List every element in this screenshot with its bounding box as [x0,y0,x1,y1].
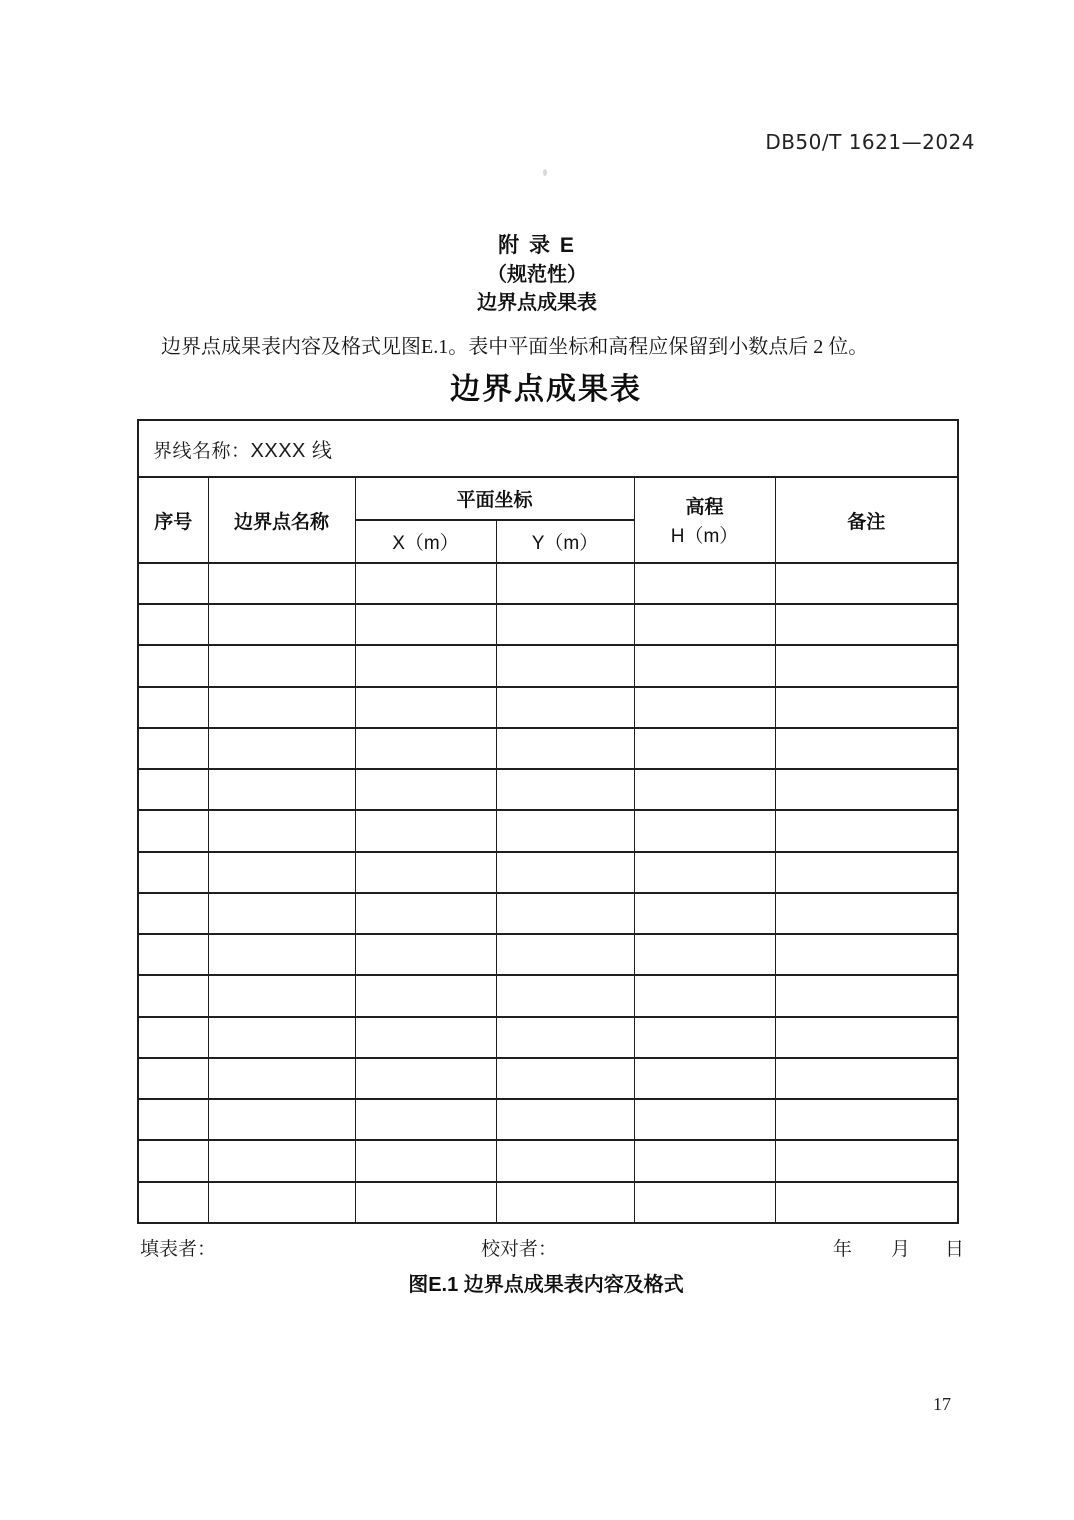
empty-cell [496,1058,634,1099]
empty-cell [496,604,634,645]
empty-cell [138,1140,208,1181]
empty-cell [634,852,775,893]
empty-cell [138,1017,208,1058]
empty-cell [634,1017,775,1058]
empty-cell [355,645,496,686]
empty-cell [138,1058,208,1099]
empty-cell [208,852,355,893]
scan-artifact-dot [543,169,547,176]
empty-cell [208,893,355,934]
table-row [138,604,958,645]
col-header-point-name: 边界点名称 [208,477,355,563]
table-row [138,975,958,1016]
intro-paragraph: 边界点成果表内容及格式见图E.1。表中平面坐标和高程应保留到小数点后 2 位。 [161,336,869,358]
empty-cell [775,893,958,934]
col-header-seq: 序号 [138,477,208,563]
empty-cell [208,934,355,975]
month-label: 月 [891,1239,911,1260]
empty-cell [775,645,958,686]
empty-cell [775,563,958,604]
table-row [138,645,958,686]
appendix-subtitle: （规范性） [487,264,587,286]
empty-cell [775,604,958,645]
empty-cell [634,934,775,975]
table-row-line-name [138,420,958,477]
empty-cell [496,1140,634,1181]
empty-cell [208,1182,355,1223]
appendix-title: 附 录 E [498,234,576,257]
empty-cell [208,687,355,728]
empty-cell [208,645,355,686]
empty-cell [634,645,775,686]
empty-cell [496,563,634,604]
table-row [138,1099,958,1140]
empty-cell [138,852,208,893]
empty-cell [355,934,496,975]
empty-cell [355,810,496,851]
empty-cell [496,1182,634,1223]
empty-cell [496,934,634,975]
col-header-remark: 备注 [775,477,958,563]
empty-cell [634,1099,775,1140]
empty-cell [775,810,958,851]
empty-cell [138,975,208,1016]
empty-cell [496,975,634,1016]
empty-cell [634,769,775,810]
empty-cell [775,1017,958,1058]
empty-cell [355,1058,496,1099]
table-row [138,934,958,975]
empty-cell [355,1182,496,1223]
elevation-label: 高程 [685,497,724,519]
empty-cell [355,852,496,893]
empty-cell [634,1140,775,1181]
table-row [138,1058,958,1099]
empty-cell [496,893,634,934]
boundary-point-table [137,419,959,1224]
empty-cell [775,1058,958,1099]
table-row [138,852,958,893]
empty-cell [634,563,775,604]
table-row [138,1140,958,1181]
empty-cell [208,604,355,645]
table-body [138,563,958,1223]
empty-cell [496,1017,634,1058]
empty-cell [208,810,355,851]
empty-cell [138,810,208,851]
empty-cell [775,769,958,810]
empty-cell [355,687,496,728]
col-header-plane-coord: 平面坐标 [355,477,634,519]
empty-cell [775,1182,958,1223]
day-label: 日 [945,1239,965,1260]
empty-cell [355,604,496,645]
empty-cell [775,1099,958,1140]
line-name-label: 界线名称： [153,441,251,463]
empty-cell [634,1058,775,1099]
empty-cell [355,769,496,810]
empty-cell [634,604,775,645]
empty-cell [138,604,208,645]
empty-cell [496,769,634,810]
empty-cell [634,810,775,851]
year-label: 年 [833,1239,853,1260]
empty-cell [634,728,775,769]
empty-cell [775,728,958,769]
empty-cell [138,769,208,810]
col-header-y: Y（m） [496,520,634,563]
col-header-x: X（m） [355,520,496,563]
empty-cell [496,645,634,686]
table-row [138,563,958,604]
empty-cell [138,563,208,604]
empty-cell [634,893,775,934]
table-title: 边界点成果表 [450,373,642,406]
doc-number: DB50/T 1621—2024 [765,130,975,154]
table-row [138,810,958,851]
checked-by-label: 校对者： [481,1239,558,1260]
line-name-value: XXXX 线 [250,440,333,463]
empty-cell [496,687,634,728]
table-row [138,769,958,810]
empty-cell [355,975,496,1016]
empty-cell [138,1182,208,1223]
empty-cell [496,852,634,893]
empty-cell [208,1099,355,1140]
empty-cell [355,893,496,934]
empty-cell [355,1017,496,1058]
empty-cell [138,728,208,769]
empty-cell [634,687,775,728]
table-row [138,1182,958,1223]
empty-cell [138,893,208,934]
empty-cell [208,975,355,1016]
empty-cell [208,1017,355,1058]
empty-cell [496,810,634,851]
table-row [138,893,958,934]
table-row [138,728,958,769]
empty-cell [634,975,775,1016]
empty-cell [775,934,958,975]
empty-cell [138,934,208,975]
filled-by-label: 填表者： [140,1239,217,1260]
table-row [138,1017,958,1058]
empty-cell [208,769,355,810]
empty-cell [355,1140,496,1181]
page-number: 17 [933,1394,951,1414]
empty-cell [634,1182,775,1223]
empty-cell [138,1099,208,1140]
col-header-elevation [634,477,775,563]
empty-cell [208,1140,355,1181]
empty-cell [496,1099,634,1140]
empty-cell [355,1099,496,1140]
empty-cell [138,645,208,686]
empty-cell [355,563,496,604]
figure-caption: 图E.1 边界点成果表内容及格式 [408,1274,684,1296]
empty-cell [208,563,355,604]
empty-cell [775,975,958,1016]
appendix-name: 边界点成果表 [477,292,597,314]
empty-cell [775,1140,958,1181]
empty-cell [355,728,496,769]
empty-cell [496,728,634,769]
empty-cell [775,687,958,728]
empty-cell [208,1058,355,1099]
line-name-cell [138,420,958,477]
empty-cell [775,852,958,893]
elevation-unit-label: H（m） [670,526,739,548]
table-row [138,687,958,728]
empty-cell [208,728,355,769]
empty-cell [138,687,208,728]
table-header-row-top [138,477,958,519]
